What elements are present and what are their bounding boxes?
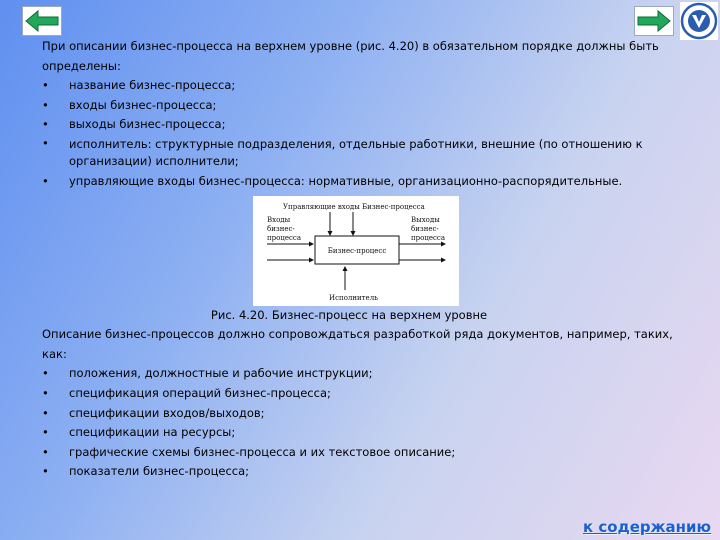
- list-item: • название бизнес-процесса;: [42, 76, 682, 96]
- outputs-label: процесса: [411, 233, 446, 242]
- list-item: • исполнитель: структурные подразделения, отдельные работники, внешние (по отношению к организации) исполнители;: [42, 135, 682, 172]
- inputs-label: бизнес-: [267, 224, 295, 233]
- documents-paragraph: Описание бизнес-процессов должно сопровождаться разработкой ряда документов, например, таких, как:: [42, 327, 673, 361]
- slide-content: [42, 37, 682, 482]
- list-item: • спецификации на ресурсы;: [42, 423, 682, 443]
- list-item: • спецификации входов/выходов;: [42, 404, 682, 424]
- list-item: • положения, должностные и рабочие инструкции;: [42, 364, 682, 384]
- documents-list: [42, 364, 682, 482]
- university-logo-icon: [680, 2, 718, 40]
- arrow-right-icon: [635, 7, 673, 35]
- list-item: • управляющие входы бизнес-процесса: нормативные, организационно-распорядительные.: [42, 172, 682, 192]
- inputs-label: Входы: [267, 215, 291, 224]
- executor-label: Исполнитель: [329, 293, 378, 302]
- outputs-label: Выходы: [411, 215, 440, 224]
- table-of-contents-link[interactable]: к содержанию: [583, 518, 712, 536]
- list-item: • входы бизнес-процесса;: [42, 96, 682, 116]
- control-inputs-label: Управляющие входы Бизнес-процесса: [283, 202, 425, 211]
- list-item: • выходы бизнес-процесса;: [42, 115, 682, 135]
- inputs-label: процесса: [267, 233, 302, 242]
- university-logo: [680, 2, 718, 40]
- required-elements-list: [42, 76, 682, 191]
- list-item: • графические схемы бизнес-процесса и их текстовое описание;: [42, 443, 682, 463]
- list-item: • показатели бизнес-процесса;: [42, 462, 682, 482]
- intro-paragraph: При описании бизнес-процесса на верхнем уровне (рис. 4.20) в обязательном порядке должны быть определены:: [42, 39, 659, 73]
- arrow-left-icon: [23, 7, 61, 35]
- figure-caption: Рис. 4.20. Бизнес-процесс на верхнем уровне: [210, 307, 488, 322]
- forward-button[interactable]: [634, 6, 674, 36]
- outputs-label: бизнес-: [411, 224, 439, 233]
- process-label: Бизнес-процесс: [327, 246, 387, 255]
- back-button[interactable]: [22, 6, 62, 36]
- list-item: • спецификация операций бизнес-процесса;: [42, 384, 682, 404]
- process-diagram: [253, 196, 459, 306]
